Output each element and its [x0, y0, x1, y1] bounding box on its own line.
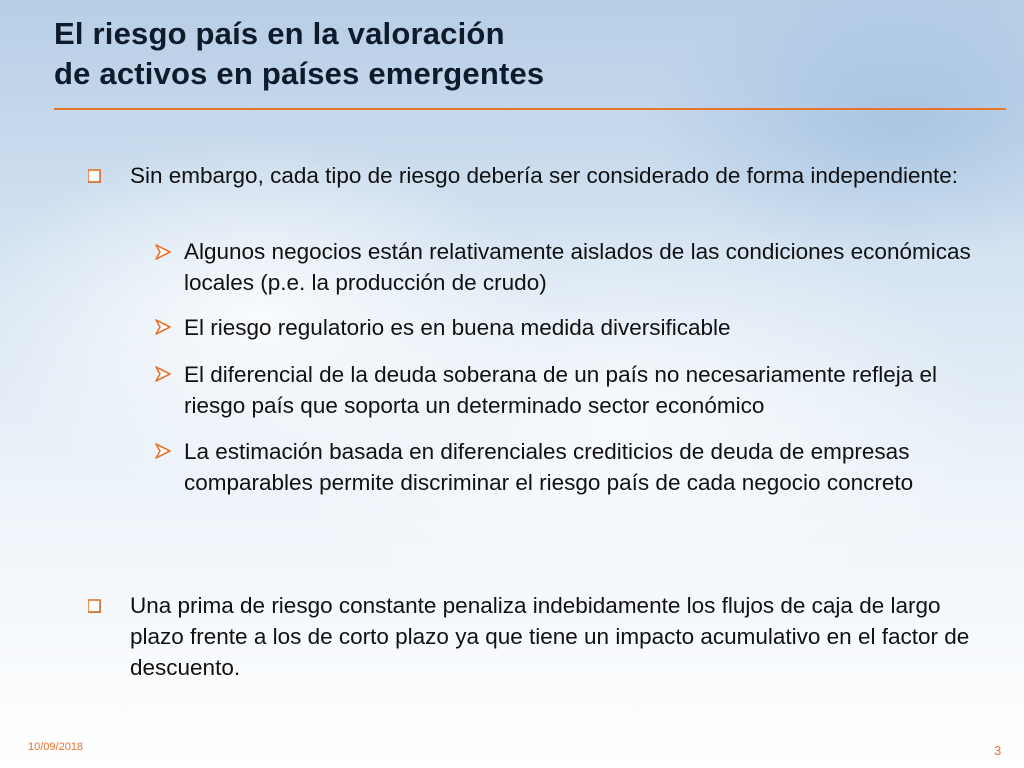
- bullet-text: Sin embargo, cada tipo de riesgo debería ser considerado de forma independiente:: [130, 163, 959, 188]
- sub-bullet-text: El riesgo regulatorio es en buena medida diversificable: [184, 315, 731, 340]
- footer-date: 10/09/2018: [28, 741, 84, 753]
- arrow-bullet-icon: [154, 243, 172, 261]
- bullet-text: Una prima de riesgo constante penaliza indebidamente los flujos de caja de largo plazo frente a los de corto plazo ya que tiene un impacto acumulativo en el factor de descuento.: [130, 593, 970, 680]
- sub-bullet-text: La estimación basada en diferenciales crediticios de deuda de empresas comparables permite discriminar el riesgo país de cada negocio concreto: [184, 439, 914, 495]
- arrow-bullet-icon: [154, 365, 172, 383]
- box-bullet-icon: [88, 598, 104, 614]
- title-line-1: El riesgo país en la valoración: [54, 16, 505, 51]
- page-number: 3: [994, 743, 1002, 758]
- title-line-2: de activos en países emergentes: [54, 56, 545, 91]
- box-bullet-icon: [88, 168, 104, 184]
- arrow-bullet-icon: [154, 318, 172, 336]
- slide-title: [54, 14, 994, 94]
- sub-bullet-text: El diferencial de la deuda soberana de un país no necesariamente refleja el riesgo país que soporta un determinado sector económico: [184, 362, 938, 418]
- sub-bullet-text: Algunos negocios están relativamente aislados de las condiciones económicas locales (p.e. la producción de crudo): [184, 239, 971, 295]
- title-divider: [54, 108, 1006, 110]
- arrow-bullet-icon: [154, 442, 172, 460]
